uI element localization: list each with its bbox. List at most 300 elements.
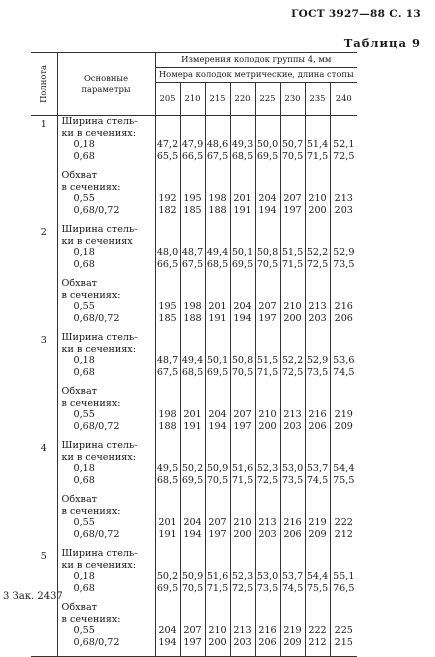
value-cell (330, 602, 357, 648)
value-cell (155, 170, 180, 216)
table-row (31, 332, 357, 378)
table-body (31, 116, 357, 657)
value-cell (330, 170, 357, 216)
cell-value: 203 (308, 312, 327, 324)
cell-value: 219 (308, 517, 327, 528)
cell-value: 70,5 (281, 150, 304, 162)
cell-value: 216 (258, 625, 277, 636)
size-header: 205 (155, 83, 180, 116)
param-label: ки в сечениях (61, 235, 133, 247)
cell-value: 216 (283, 517, 302, 528)
cell-value: 203 (258, 528, 277, 540)
polnota-header-cell (31, 53, 57, 116)
value-cell (330, 278, 357, 324)
size-header: 230 (280, 83, 305, 116)
cell-value: 48,0 (156, 247, 179, 258)
value-cell (180, 116, 205, 163)
value-cell (280, 602, 305, 648)
cell-value: 69,5 (231, 258, 254, 270)
value-cell (205, 440, 230, 486)
cell-value: 74,5 (333, 366, 355, 378)
cell-value: 219 (334, 409, 353, 420)
value-cell (230, 170, 255, 216)
girth-param-cell (57, 386, 155, 432)
value-cell (230, 548, 255, 594)
cell-value: 52,3 (256, 463, 279, 474)
value-cell (255, 224, 280, 270)
polnota-value: 5 (31, 548, 57, 594)
cell-value: 185 (183, 204, 202, 216)
cell-value: 53,7 (306, 463, 329, 474)
cell-value: 204 (233, 301, 252, 312)
value-cell (205, 224, 230, 270)
value-cell (280, 548, 305, 594)
table-row (31, 494, 357, 540)
value-cell (230, 440, 255, 486)
cell-value: 69,5 (256, 150, 279, 162)
value-cell (155, 386, 180, 432)
size-header: 215 (205, 83, 230, 116)
cell-value: 195 (158, 301, 177, 312)
cell-value: 69,5 (156, 582, 179, 594)
cell-value: 207 (283, 193, 302, 204)
value-cell (230, 278, 255, 324)
value-cell (305, 548, 330, 594)
cell-value: 212 (334, 528, 353, 540)
cell-value: 65,5 (156, 150, 179, 162)
cell-value: 194 (208, 420, 227, 432)
cell-value: 215 (334, 636, 353, 648)
cell-value: 48,6 (206, 139, 229, 150)
cell-value: 72,5 (281, 366, 304, 378)
polnota-value: 4 (31, 440, 57, 486)
cell-value: 191 (208, 312, 227, 324)
cell-value: 48,7 (181, 247, 204, 258)
param-label: 0,68/0,72 (73, 528, 120, 540)
cell-value: 191 (158, 528, 177, 540)
cell-value: 71,5 (256, 366, 279, 378)
cell-value: 50,1 (206, 355, 229, 366)
value-cell (255, 116, 280, 163)
cell-value: 73,5 (256, 582, 279, 594)
girth-param-cell (57, 494, 155, 540)
cell-value: 49,4 (181, 355, 204, 366)
cell-value: 225 (334, 625, 353, 636)
param-label: ки в сечениях: (61, 127, 136, 139)
param-label: ки в сечениях: (61, 559, 136, 571)
cell-value: 67,5 (181, 258, 204, 270)
value-cell (205, 170, 230, 216)
cell-value: 73,5 (333, 258, 355, 270)
cell-value: 74,5 (281, 582, 304, 594)
param-label: 0,18 (73, 139, 95, 150)
value-cell (155, 602, 180, 648)
value-cell (330, 548, 357, 594)
value-cell (230, 332, 255, 378)
girth-param-cell (57, 170, 155, 216)
value-cell (330, 332, 357, 378)
size-header: 235 (305, 83, 330, 116)
cell-value: 68,5 (156, 474, 179, 486)
param-label: 0,55 (73, 193, 95, 204)
param-label: в сечениях: (61, 397, 121, 409)
value-cell (205, 332, 230, 378)
group-header: Измерения колодок группы 4, мм (155, 53, 357, 68)
value-cell (255, 386, 280, 432)
cell-value: 53,6 (333, 355, 355, 366)
cell-value: 210 (283, 301, 302, 312)
cell-value: 191 (233, 204, 252, 216)
value-cell (155, 332, 180, 378)
cell-value: 197 (233, 420, 252, 432)
width-param-cell (57, 440, 155, 486)
cell-value: 200 (258, 420, 277, 432)
cell-value: 74,5 (306, 474, 329, 486)
cell-value: 195 (183, 193, 202, 204)
value-cell (180, 440, 205, 486)
value-cell (180, 332, 205, 378)
value-cell (255, 332, 280, 378)
value-cell (205, 548, 230, 594)
value-cell (280, 278, 305, 324)
value-cell (155, 278, 180, 324)
cell-value: 194 (183, 528, 202, 540)
value-cell (155, 494, 180, 540)
cell-value: 50,9 (181, 571, 204, 582)
param-label: Обхват (61, 278, 97, 289)
size-header: 210 (180, 83, 205, 116)
param-label: в сечениях: (61, 613, 121, 625)
param-label: ки в сечениях: (61, 451, 136, 463)
polnota-cell (31, 602, 57, 648)
param-label: 0,18 (73, 355, 95, 366)
cell-value: 50,8 (231, 355, 254, 366)
cell-value: 206 (308, 420, 327, 432)
value-cell (255, 548, 280, 594)
cell-value: 194 (233, 312, 252, 324)
cell-value: 55,1 (333, 571, 355, 582)
value-cell (180, 386, 205, 432)
value-cell (155, 224, 180, 270)
polnota-cell (31, 278, 57, 324)
cell-value: 48,7 (156, 355, 179, 366)
table-row (31, 116, 357, 163)
value-cell (280, 386, 305, 432)
cell-value: 213 (334, 193, 353, 204)
value-cell (255, 494, 280, 540)
value-cell (230, 116, 255, 163)
cell-value: 206 (258, 636, 277, 648)
table-row (31, 602, 357, 648)
cell-value: 201 (158, 517, 177, 528)
cell-value: 50,0 (256, 139, 279, 150)
cell-value: 72,5 (333, 150, 355, 162)
cell-value: 51,6 (231, 463, 254, 474)
cell-value: 66,5 (181, 150, 204, 162)
width-param-cell (57, 548, 155, 594)
cell-value: 53,7 (281, 571, 304, 582)
param-label: 0,18 (73, 247, 95, 258)
cell-value: 216 (308, 409, 327, 420)
cell-value: 213 (283, 409, 302, 420)
param-label: Ширина стель- (61, 548, 138, 559)
value-cell (305, 224, 330, 270)
polnota-value: 3 (31, 332, 57, 378)
value-cell (230, 602, 255, 648)
params-header: Основные параметры (57, 53, 155, 116)
param-label: 0,55 (73, 625, 95, 636)
cell-value: 188 (183, 312, 202, 324)
cell-value: 76,5 (333, 582, 355, 594)
cell-value: 203 (283, 420, 302, 432)
cell-value: 194 (158, 636, 177, 648)
value-cell (330, 116, 357, 163)
cell-value: 206 (283, 528, 302, 540)
cell-value: 210 (308, 193, 327, 204)
value-cell (305, 170, 330, 216)
param-label: в сечениях: (61, 289, 121, 301)
cell-value: 222 (334, 517, 353, 528)
param-label: 0,68 (73, 150, 95, 162)
value-cell (155, 548, 180, 594)
cell-value: 197 (258, 312, 277, 324)
value-cell (180, 548, 205, 594)
value-cell (180, 602, 205, 648)
cell-value: 213 (308, 301, 327, 312)
param-label: 0,68 (73, 474, 95, 486)
param-label: Ширина стель- (61, 332, 138, 343)
param-label: в сечениях: (61, 505, 121, 517)
param-label: 0,55 (73, 409, 95, 420)
cell-value: 53,0 (256, 571, 279, 582)
value-cell (205, 386, 230, 432)
param-label: 0,18 (73, 571, 95, 582)
width-param-cell (57, 224, 155, 270)
cell-value: 204 (158, 625, 177, 636)
cell-value: 201 (233, 193, 252, 204)
value-cell (280, 170, 305, 216)
value-cell (330, 494, 357, 540)
cell-value: 75,5 (333, 474, 355, 486)
param-label: 0,68/0,72 (73, 312, 120, 324)
cell-value: 206 (334, 312, 353, 324)
cell-value: 50,7 (281, 139, 304, 150)
cell-value: 201 (183, 409, 202, 420)
cell-value: 69,5 (206, 366, 229, 378)
cell-value: 49,4 (206, 247, 229, 258)
polnota-cell (31, 494, 57, 540)
table-caption: Таблица 9 (343, 36, 421, 50)
cell-value: 185 (158, 312, 177, 324)
cell-value: 71,5 (306, 150, 329, 162)
value-cell (330, 224, 357, 270)
cell-value: 207 (208, 517, 227, 528)
width-param-cell (57, 116, 155, 163)
cell-value: 52,3 (231, 571, 254, 582)
value-cell (305, 494, 330, 540)
value-cell (305, 332, 330, 378)
cell-value: 73,5 (281, 474, 304, 486)
cell-value: 51,5 (281, 247, 304, 258)
cell-value: 198 (208, 193, 227, 204)
cell-value: 209 (308, 528, 327, 540)
cell-value: 73,5 (306, 366, 329, 378)
param-label: Обхват (61, 170, 97, 181)
cell-value: 207 (233, 409, 252, 420)
param-label: 0,68 (73, 366, 95, 378)
cell-value: 68,5 (181, 366, 204, 378)
cell-value: 49,3 (231, 139, 254, 150)
param-label: Обхват (61, 494, 97, 505)
cell-value: 51,4 (306, 139, 329, 150)
cell-value: 51,6 (206, 571, 229, 582)
cell-value: 75,5 (306, 582, 329, 594)
subgroup-header: Номера колодок метрические, длина стопы (155, 68, 357, 83)
cell-value: 192 (158, 193, 177, 204)
cell-value: 200 (308, 204, 327, 216)
cell-value: 207 (258, 301, 277, 312)
value-cell (280, 116, 305, 163)
cell-value: 67,5 (206, 150, 229, 162)
param-label: 0,68 (73, 258, 95, 270)
cell-value: 72,5 (231, 582, 254, 594)
value-cell (280, 494, 305, 540)
table-row (31, 386, 357, 432)
cell-value: 67,5 (156, 366, 179, 378)
cell-value: 198 (183, 301, 202, 312)
polnota-cell (31, 386, 57, 432)
size-header: 220 (230, 83, 255, 116)
cell-value: 198 (158, 409, 177, 420)
cell-value: 210 (208, 625, 227, 636)
lasts-table (31, 52, 357, 657)
size-header: 225 (255, 83, 280, 116)
param-label: ки в сечениях: (61, 343, 136, 355)
value-cell (230, 224, 255, 270)
value-cell (205, 602, 230, 648)
table-row (31, 548, 357, 594)
cell-value: 69,5 (181, 474, 204, 486)
cell-value: 191 (183, 420, 202, 432)
cell-value: 51,5 (256, 355, 279, 366)
value-cell (205, 278, 230, 324)
polnota-cell (31, 170, 57, 216)
value-cell (305, 602, 330, 648)
cell-value: 47,2 (156, 139, 179, 150)
value-cell (155, 440, 180, 486)
cell-value: 219 (283, 625, 302, 636)
cell-value: 204 (208, 409, 227, 420)
page-footer: 3 Зак. 2437 (3, 591, 63, 602)
value-cell (180, 494, 205, 540)
value-cell (230, 386, 255, 432)
cell-value: 53,0 (281, 463, 304, 474)
cell-value: 209 (283, 636, 302, 648)
cell-value: 210 (258, 409, 277, 420)
cell-value: 49,5 (156, 463, 179, 474)
param-label: Обхват (61, 386, 97, 397)
cell-value: 47,9 (181, 139, 204, 150)
cell-value: 182 (158, 204, 177, 216)
cell-value: 72,5 (306, 258, 329, 270)
cell-value: 197 (208, 528, 227, 540)
value-cell (180, 224, 205, 270)
cell-value: 201 (208, 301, 227, 312)
cell-value: 71,5 (281, 258, 304, 270)
cell-value: 204 (183, 517, 202, 528)
param-label: Ширина стель- (61, 224, 138, 235)
param-label: 0,55 (73, 301, 95, 312)
cell-value: 52,1 (333, 139, 355, 150)
value-cell (155, 116, 180, 163)
cell-value: 203 (334, 204, 353, 216)
cell-value: 72,5 (256, 474, 279, 486)
cell-value: 52,2 (281, 355, 304, 366)
cell-value: 70,5 (206, 474, 229, 486)
cell-value: 188 (158, 420, 177, 432)
param-label: 0,68/0,72 (73, 204, 120, 216)
polnota-value: 2 (31, 224, 57, 270)
width-param-cell (57, 332, 155, 378)
cell-value: 50,8 (256, 247, 279, 258)
cell-value: 200 (208, 636, 227, 648)
cell-value: 52,9 (306, 355, 329, 366)
value-cell (305, 116, 330, 163)
cell-value: 50,2 (156, 571, 179, 582)
cell-value: 70,5 (181, 582, 204, 594)
table-row (31, 278, 357, 324)
cell-value: 54,4 (333, 463, 355, 474)
cell-value: 200 (283, 312, 302, 324)
value-cell (205, 494, 230, 540)
cell-value: 216 (334, 301, 353, 312)
cell-value: 203 (233, 636, 252, 648)
cell-value: 209 (334, 420, 353, 432)
param-label: 0,68 (73, 582, 95, 594)
value-cell (180, 278, 205, 324)
polnota-header: Полнота (38, 65, 48, 103)
param-label: в сечениях: (61, 181, 121, 193)
cell-value: 207 (183, 625, 202, 636)
cell-value: 52,9 (333, 247, 355, 258)
cell-value: 70,5 (231, 366, 254, 378)
cell-value: 213 (258, 517, 277, 528)
cell-value: 66,5 (156, 258, 179, 270)
value-cell (255, 170, 280, 216)
param-label: 0,18 (73, 463, 95, 474)
cell-value: 210 (233, 517, 252, 528)
table-row (31, 440, 357, 486)
cell-value: 204 (258, 193, 277, 204)
girth-param-cell (57, 278, 155, 324)
cell-value: 188 (208, 204, 227, 216)
param-label: 0,55 (73, 517, 95, 528)
param-label: 0,68/0,72 (73, 636, 120, 648)
value-cell (255, 278, 280, 324)
value-cell (180, 170, 205, 216)
value-cell (330, 440, 357, 486)
param-label: Ширина стель- (61, 440, 138, 451)
value-cell (280, 440, 305, 486)
cell-value: 50,2 (181, 463, 204, 474)
value-cell (305, 278, 330, 324)
param-label: Обхват (61, 602, 97, 613)
value-cell (280, 332, 305, 378)
value-cell (280, 224, 305, 270)
value-cell (305, 386, 330, 432)
cell-value: 197 (283, 204, 302, 216)
value-cell (230, 494, 255, 540)
